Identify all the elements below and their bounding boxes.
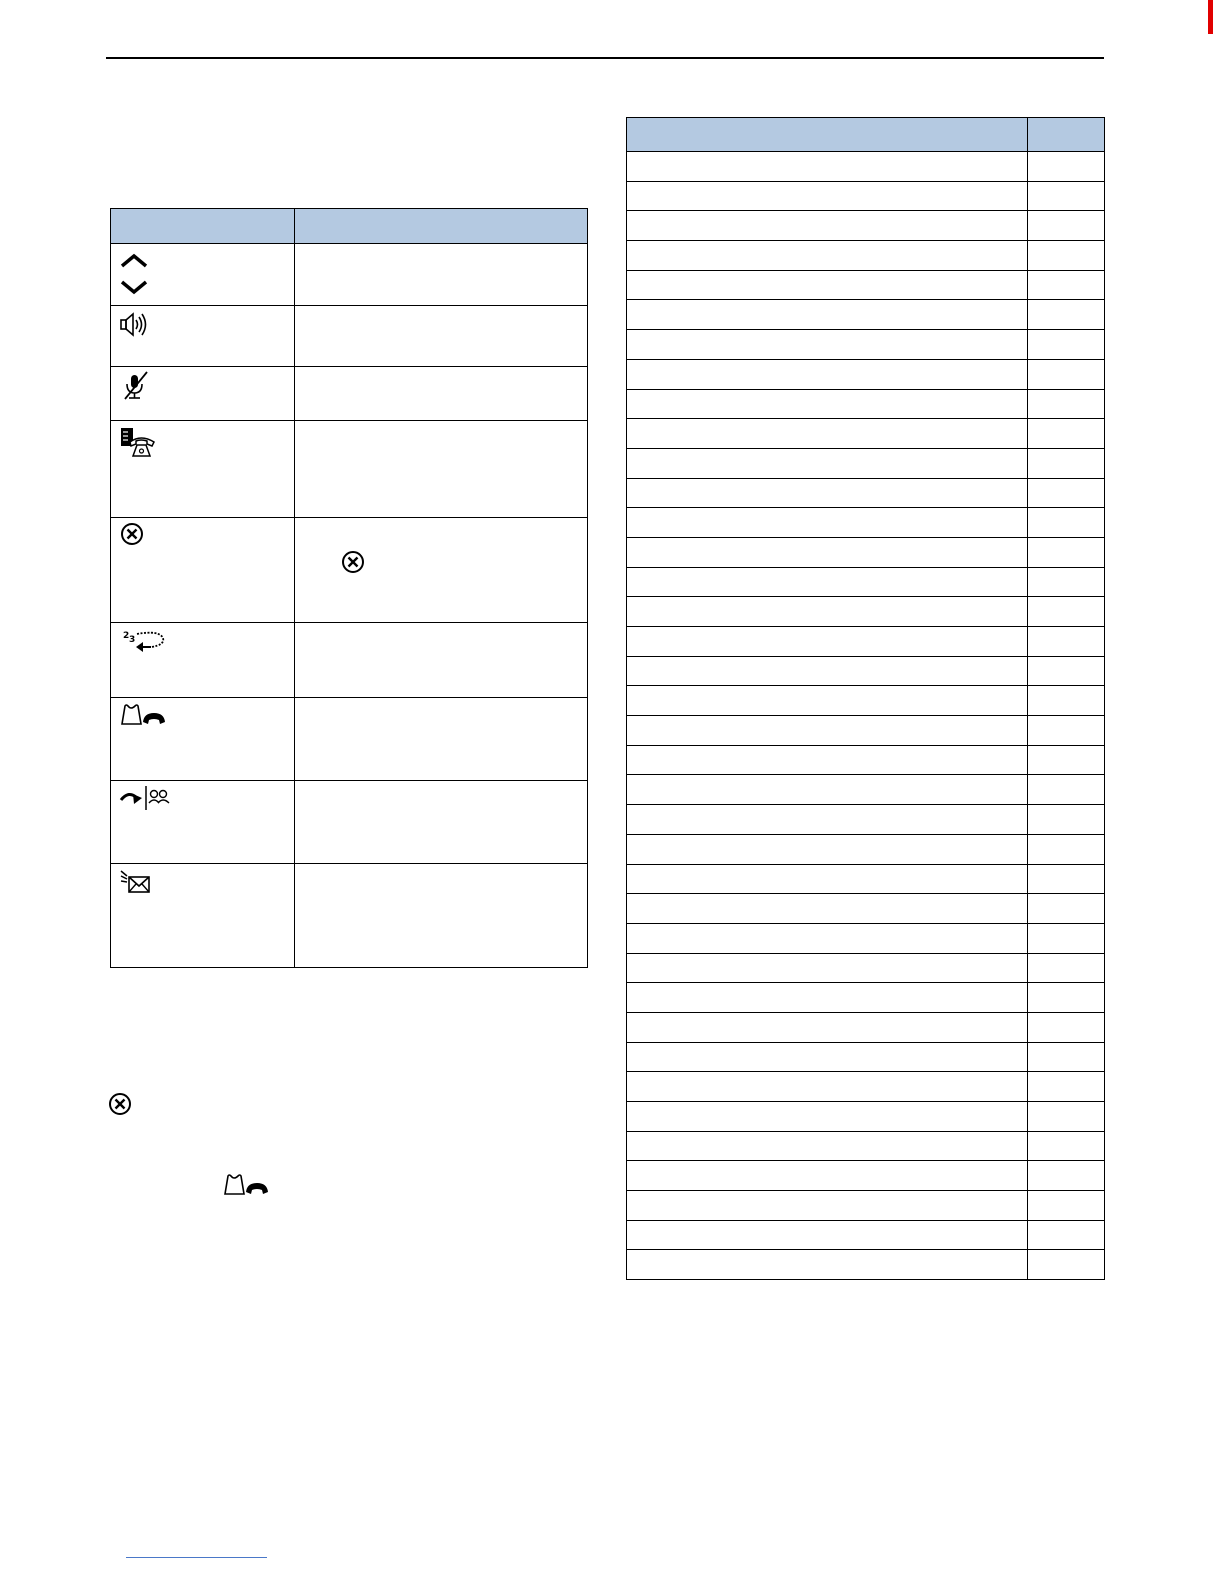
- description-cell: [295, 244, 588, 306]
- index-page-cell: [1028, 1220, 1105, 1250]
- index-page-cell: [1028, 894, 1105, 924]
- table-row: [627, 1012, 1105, 1042]
- table-row: [627, 745, 1105, 775]
- index-page-cell: [1028, 686, 1105, 716]
- cancel-circle-icon: [107, 1091, 133, 1117]
- table-row: [111, 698, 588, 781]
- index-topic-cell: [627, 864, 1028, 894]
- index-topic-cell: [627, 745, 1028, 775]
- key-cell: [111, 698, 295, 781]
- table-row: [627, 864, 1105, 894]
- transfer-conference-icon: [119, 784, 175, 812]
- description-cell: [295, 698, 588, 781]
- index-topic-cell: [627, 359, 1028, 389]
- index-page-cell: [1028, 270, 1105, 300]
- description-cell: [295, 421, 588, 518]
- index-page-cell: [1028, 1012, 1105, 1042]
- table-row: [111, 421, 588, 518]
- table-row: [627, 1161, 1105, 1191]
- index-page-cell: [1028, 923, 1105, 953]
- index-page-cell: [1028, 716, 1105, 746]
- chevron-up-down-icon: [119, 250, 159, 302]
- index-topic-cell: [627, 1250, 1028, 1280]
- page-edge-marker: [1208, 0, 1213, 34]
- table-row: [627, 152, 1105, 182]
- message-envelope-icon: [119, 868, 155, 896]
- index-table-header-topic: [627, 118, 1028, 152]
- index-page-cell: [1028, 478, 1105, 508]
- table-row: [627, 953, 1105, 983]
- index-topic-cell: [627, 1220, 1028, 1250]
- redial-icon: [121, 626, 171, 654]
- key-cell: [111, 864, 295, 968]
- table-row: [111, 244, 588, 306]
- index-page-cell: [1028, 211, 1105, 241]
- table-row: [627, 567, 1105, 597]
- index-page-cell: [1028, 1161, 1105, 1191]
- index-page-cell: [1028, 1191, 1105, 1221]
- index-topic-cell: [627, 983, 1028, 1013]
- description-cell: [295, 864, 588, 968]
- index-page-cell: [1028, 953, 1105, 983]
- index-page-cell: [1028, 300, 1105, 330]
- index-topic-cell: [627, 1012, 1028, 1042]
- table-row: [627, 1131, 1105, 1161]
- table-row: [627, 923, 1105, 953]
- table-row: [111, 306, 588, 367]
- index-page-cell: [1028, 864, 1105, 894]
- table-row: [627, 211, 1105, 241]
- index-page-cell: [1028, 567, 1105, 597]
- table-row: [627, 537, 1105, 567]
- header-rule: [106, 57, 1104, 59]
- table-row: [627, 241, 1105, 271]
- speaker-icon: [119, 312, 153, 340]
- index-topic-cell: [627, 775, 1028, 805]
- table-row: [111, 781, 588, 864]
- description-cell: [295, 367, 588, 421]
- index-topic-cell: [627, 805, 1028, 835]
- key-table-header-key: [111, 209, 295, 244]
- index-topic-cell: [627, 716, 1028, 746]
- headset-hangup-icon: [222, 1172, 272, 1200]
- index-topic-cell: [627, 567, 1028, 597]
- index-page-cell: [1028, 745, 1105, 775]
- index-page-cell: [1028, 805, 1105, 835]
- key-cell: [111, 623, 295, 698]
- index-page-cell: [1028, 359, 1105, 389]
- index-page-cell: [1028, 1042, 1105, 1072]
- index-topic-cell: [627, 686, 1028, 716]
- index-table-header-page: [1028, 118, 1105, 152]
- index-page-cell: [1028, 537, 1105, 567]
- svg-text:3: 3: [129, 635, 136, 645]
- key-cell: [111, 518, 295, 623]
- index-page-cell: [1028, 181, 1105, 211]
- index-page-cell: [1028, 1250, 1105, 1280]
- index-topic-cell: [627, 181, 1028, 211]
- index-topic-cell: [627, 1072, 1028, 1102]
- index-topic-cell: [627, 330, 1028, 360]
- svg-text:2: 2: [123, 631, 130, 641]
- table-row: [627, 1072, 1105, 1102]
- table-row: [627, 508, 1105, 538]
- index-topic-cell: [627, 478, 1028, 508]
- table-row: [627, 1102, 1105, 1132]
- index-page-cell: [1028, 656, 1105, 686]
- index-topic-cell: [627, 448, 1028, 478]
- index-topic-cell: [627, 656, 1028, 686]
- headset-hangup-icon: [119, 702, 169, 730]
- table-row: [627, 775, 1105, 805]
- table-row: [627, 448, 1105, 478]
- phonebook-phone-icon: [119, 426, 159, 460]
- index-topic-cell: [627, 1042, 1028, 1072]
- key-table-header-row: [111, 209, 588, 244]
- table-row: [627, 834, 1105, 864]
- index-topic-cell: [627, 389, 1028, 419]
- index-page-cell: [1028, 152, 1105, 182]
- table-row: [111, 864, 588, 968]
- index-page-cell: [1028, 983, 1105, 1013]
- index-page-cell: [1028, 1102, 1105, 1132]
- table-row: [627, 983, 1105, 1013]
- table-row: [627, 805, 1105, 835]
- index-topic-cell: [627, 508, 1028, 538]
- description-cell: [295, 781, 588, 864]
- key-cell: [111, 244, 295, 306]
- index-topic-cell: [627, 241, 1028, 271]
- microphone-mute-icon: [121, 371, 155, 403]
- index-page-cell: [1028, 834, 1105, 864]
- table-row: [111, 367, 588, 421]
- index-page-cell: [1028, 597, 1105, 627]
- key-icon-table: [110, 208, 588, 968]
- index-page-cell: [1028, 419, 1105, 449]
- table-row: [627, 478, 1105, 508]
- description-cell: [295, 518, 588, 623]
- key-table-header-function: [295, 209, 588, 244]
- index-table-body: [627, 152, 1105, 1280]
- index-page-cell: [1028, 241, 1105, 271]
- table-row: [111, 623, 588, 698]
- table-row: [627, 300, 1105, 330]
- cancel-circle-icon: [119, 521, 145, 547]
- description-cell: [295, 623, 588, 698]
- index-page-cell: [1028, 448, 1105, 478]
- index-page-cell: [1028, 330, 1105, 360]
- key-cell: [111, 781, 295, 864]
- table-row: [627, 181, 1105, 211]
- key-cell: [111, 306, 295, 367]
- index-topic-cell: [627, 1161, 1028, 1191]
- table-row: [627, 389, 1105, 419]
- index-topic-cell: [627, 834, 1028, 864]
- index-topic-cell: [627, 953, 1028, 983]
- index-topic-cell: [627, 300, 1028, 330]
- table-row: [627, 627, 1105, 657]
- key-cell: [111, 367, 295, 421]
- index-topic-cell: [627, 419, 1028, 449]
- index-topic-cell: [627, 270, 1028, 300]
- index-page-cell: [1028, 1131, 1105, 1161]
- index-table-header-row: [627, 118, 1105, 152]
- footer-link-underline[interactable]: [126, 1557, 267, 1558]
- table-row: [627, 330, 1105, 360]
- description-cell: [295, 306, 588, 367]
- index-topic-cell: [627, 627, 1028, 657]
- index-topic-cell: [627, 1131, 1028, 1161]
- table-row: [627, 716, 1105, 746]
- table-row: [627, 1250, 1105, 1280]
- index-page-cell: [1028, 508, 1105, 538]
- index-topic-cell: [627, 923, 1028, 953]
- index-topic-cell: [627, 894, 1028, 924]
- table-row: [627, 1191, 1105, 1221]
- table-row: [627, 656, 1105, 686]
- index-topic-cell: [627, 152, 1028, 182]
- index-topic-cell: [627, 211, 1028, 241]
- table-row: [627, 686, 1105, 716]
- table-row: [627, 894, 1105, 924]
- table-row: [111, 518, 588, 623]
- index-topic-cell: [627, 1102, 1028, 1132]
- index-topic-cell: [627, 1191, 1028, 1221]
- table-row: [627, 270, 1105, 300]
- table-row: [627, 359, 1105, 389]
- index-topic-cell: [627, 597, 1028, 627]
- index-page-cell: [1028, 1072, 1105, 1102]
- table-row: [627, 1220, 1105, 1250]
- key-cell: [111, 421, 295, 518]
- index-page-cell: [1028, 389, 1105, 419]
- cancel-circle-icon: [340, 549, 366, 575]
- index-page-cell: [1028, 775, 1105, 805]
- table-row: [627, 1042, 1105, 1072]
- table-row: [627, 419, 1105, 449]
- index-topic-cell: [627, 537, 1028, 567]
- table-row: [627, 597, 1105, 627]
- index-table: [626, 117, 1105, 1280]
- index-page-cell: [1028, 627, 1105, 657]
